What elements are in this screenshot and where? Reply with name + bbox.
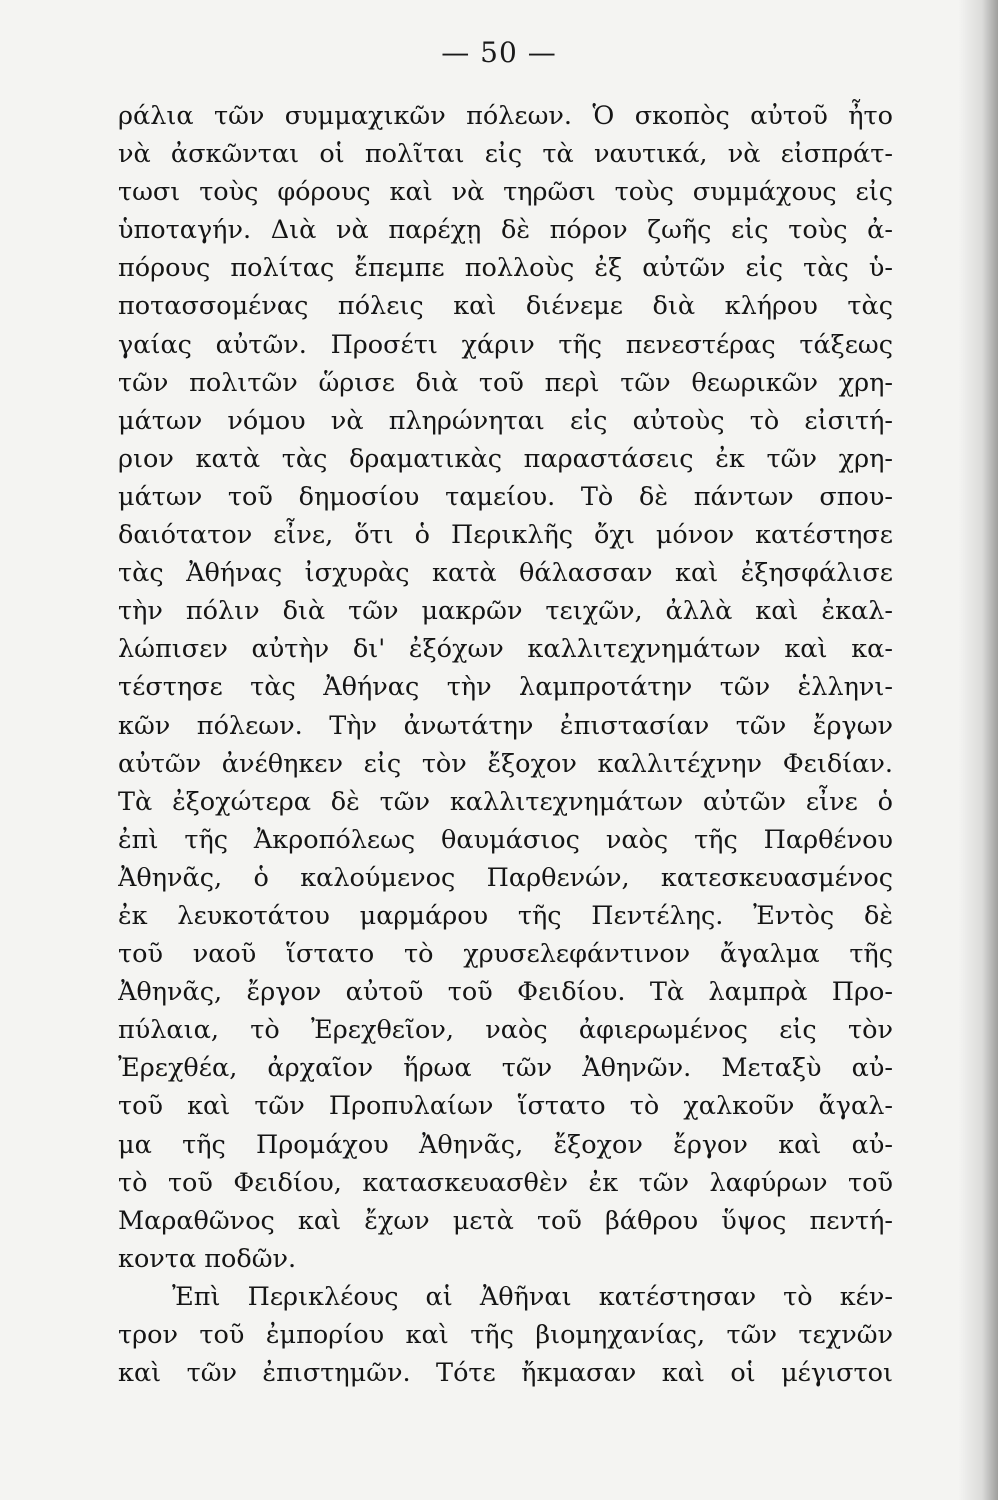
page-edge-shadow (958, 0, 998, 1500)
text-line: ὑποταγήν. Διὰ νὰ παρέχῃ δὲ πόρον ζωῆς εἰς τοὺς ἀ- (118, 215, 893, 246)
text-line: πύλαια, τὸ Ἐρεχθεῖον, ναὸς ἀφιερωμένος εἰς τὸν (118, 1015, 893, 1046)
text-line: νὰ ἀσκῶνται οἱ πολῖται εἰς τὰ ναυτικά, νὰ εἰσπράτ- (118, 139, 893, 170)
text-line: μάτων τοῦ δημοσίου ταμείου. Τὸ δὲ πάντων σπου- (118, 481, 893, 512)
paragraph-start-line: Ἐπὶ Περικλέους αἱ Ἀθῆναι κατέστησαν τὸ κέν- (172, 1281, 893, 1312)
text-line: κῶν πόλεων. Τὴν ἀνωτάτην ἐπιστασίαν τῶν ἔργων (118, 710, 893, 741)
paragraph-end-line: κοντα ποδῶν. (118, 1243, 297, 1274)
text-line: τωσι τοὺς φόρους καὶ νὰ τηρῶσι τοὺς συμμάχους εἰς (118, 177, 893, 208)
text-line: μα τῆς Προμάχου Ἀθηνᾶς, ἔξοχον ἔργον καὶ αὐ- (118, 1129, 893, 1160)
text-line: λώπισεν αὐτὴν δι' ἐξόχων καλλιτεχνημάτων καὶ κα- (118, 634, 893, 665)
text-line: τὰς Ἀθήνας ἰσχυρὰς κατὰ θάλασσαν καὶ ἐξησφάλισε (118, 558, 893, 589)
text-line: ἐκ λευκοτάτου μαρμάρου τῆς Πεντέλης. Ἐντὸς δὲ (118, 900, 893, 931)
text-line: δαιότατον εἶνε, ὅτι ὁ Περικλῆς ὄχι μόνον κατέστησε (118, 520, 893, 551)
text-line: τῶν πολιτῶν ὥρισε διὰ τοῦ περὶ τῶν θεωρικῶν χρη- (118, 367, 893, 398)
text-line: Μαραθῶνος καὶ ἔχων μετὰ τοῦ βάθρου ὕψος πεντή- (118, 1205, 893, 1236)
text-line: τὸ τοῦ Φειδίου, κατασκευασθὲν ἐκ τῶν λαφύρων τοῦ (118, 1167, 893, 1198)
text-line: ποτασσομένας πόλεις καὶ διένεμε διὰ κλήρου τὰς (118, 291, 893, 322)
text-line: ριον κατὰ τὰς δραματικὰς παραστάσεις ἐκ τῶν χρη- (118, 443, 893, 474)
text-line: αὐτῶν ἀνέθηκεν εἰς τὸν ἔξοχον καλλιτέχνην Φειδίαν. (118, 748, 893, 779)
text-line: τοῦ καὶ τῶν Προπυλαίων ἵστατο τὸ χαλκοῦν ἄγαλ- (118, 1091, 893, 1122)
text-line: πόρους πολίτας ἔπεμπε πολλοὺς ἐξ αὐτῶν εἰς τὰς ὑ- (118, 253, 893, 284)
body-text (118, 97, 893, 1392)
text-line: τέστησε τὰς Ἀθήνας τὴν λαμπροτάτην τῶν ἑλληνι- (118, 672, 893, 703)
text-line: Τὰ ἐξοχώτερα δὲ τῶν καλλιτεχνημάτων αὐτῶν εἶνε ὁ (118, 786, 893, 817)
text-line: γαίας αὐτῶν. Προσέτι χάριν τῆς πενεστέρας τάξεως (118, 329, 893, 360)
text-line: Ἀθηνᾶς, ὁ καλούμενος Παρθενών, κατεσκευασμένος (118, 862, 893, 893)
text-line: Ἐρεχθέα, ἀρχαῖον ἥρωα τῶν Ἀθηνῶν. Μεταξὺ αὐ- (118, 1053, 893, 1084)
text-line: μάτων νόμου νὰ πληρώνηται εἰς αὐτοὺς τὸ εἰσιτή- (118, 405, 893, 436)
text-line: Ἀθηνᾶς, ἔργον αὐτοῦ τοῦ Φειδίου. Τὰ λαμπρὰ Προ- (118, 977, 893, 1008)
text-line: τοῦ ναοῦ ἵστατο τὸ χρυσελεφάντινον ἄγαλμα τῆς (118, 939, 893, 970)
text-line: ἐπὶ τῆς Ἀκροπόλεως θαυμάσιος ναὸς τῆς Παρθένου (118, 824, 893, 855)
text-line: ράλια τῶν συμμαχικῶν πόλεων. Ὁ σκοπὸς αὐτοῦ ἦτο (118, 101, 893, 131)
text-line: καὶ τῶν ἐπιστημῶν. Τότε ἤκμασαν καὶ οἱ μέγιστοι (118, 1358, 893, 1389)
text-line: τὴν πόλιν διὰ τῶν μακρῶν τειχῶν, ἀλλὰ καὶ ἐκαλ- (118, 596, 893, 627)
text-line: τρον τοῦ ἐμπορίου καὶ τῆς βιομηχανίας, τῶν τεχνῶν (118, 1320, 893, 1350)
page-number: — 50 — (441, 36, 557, 69)
